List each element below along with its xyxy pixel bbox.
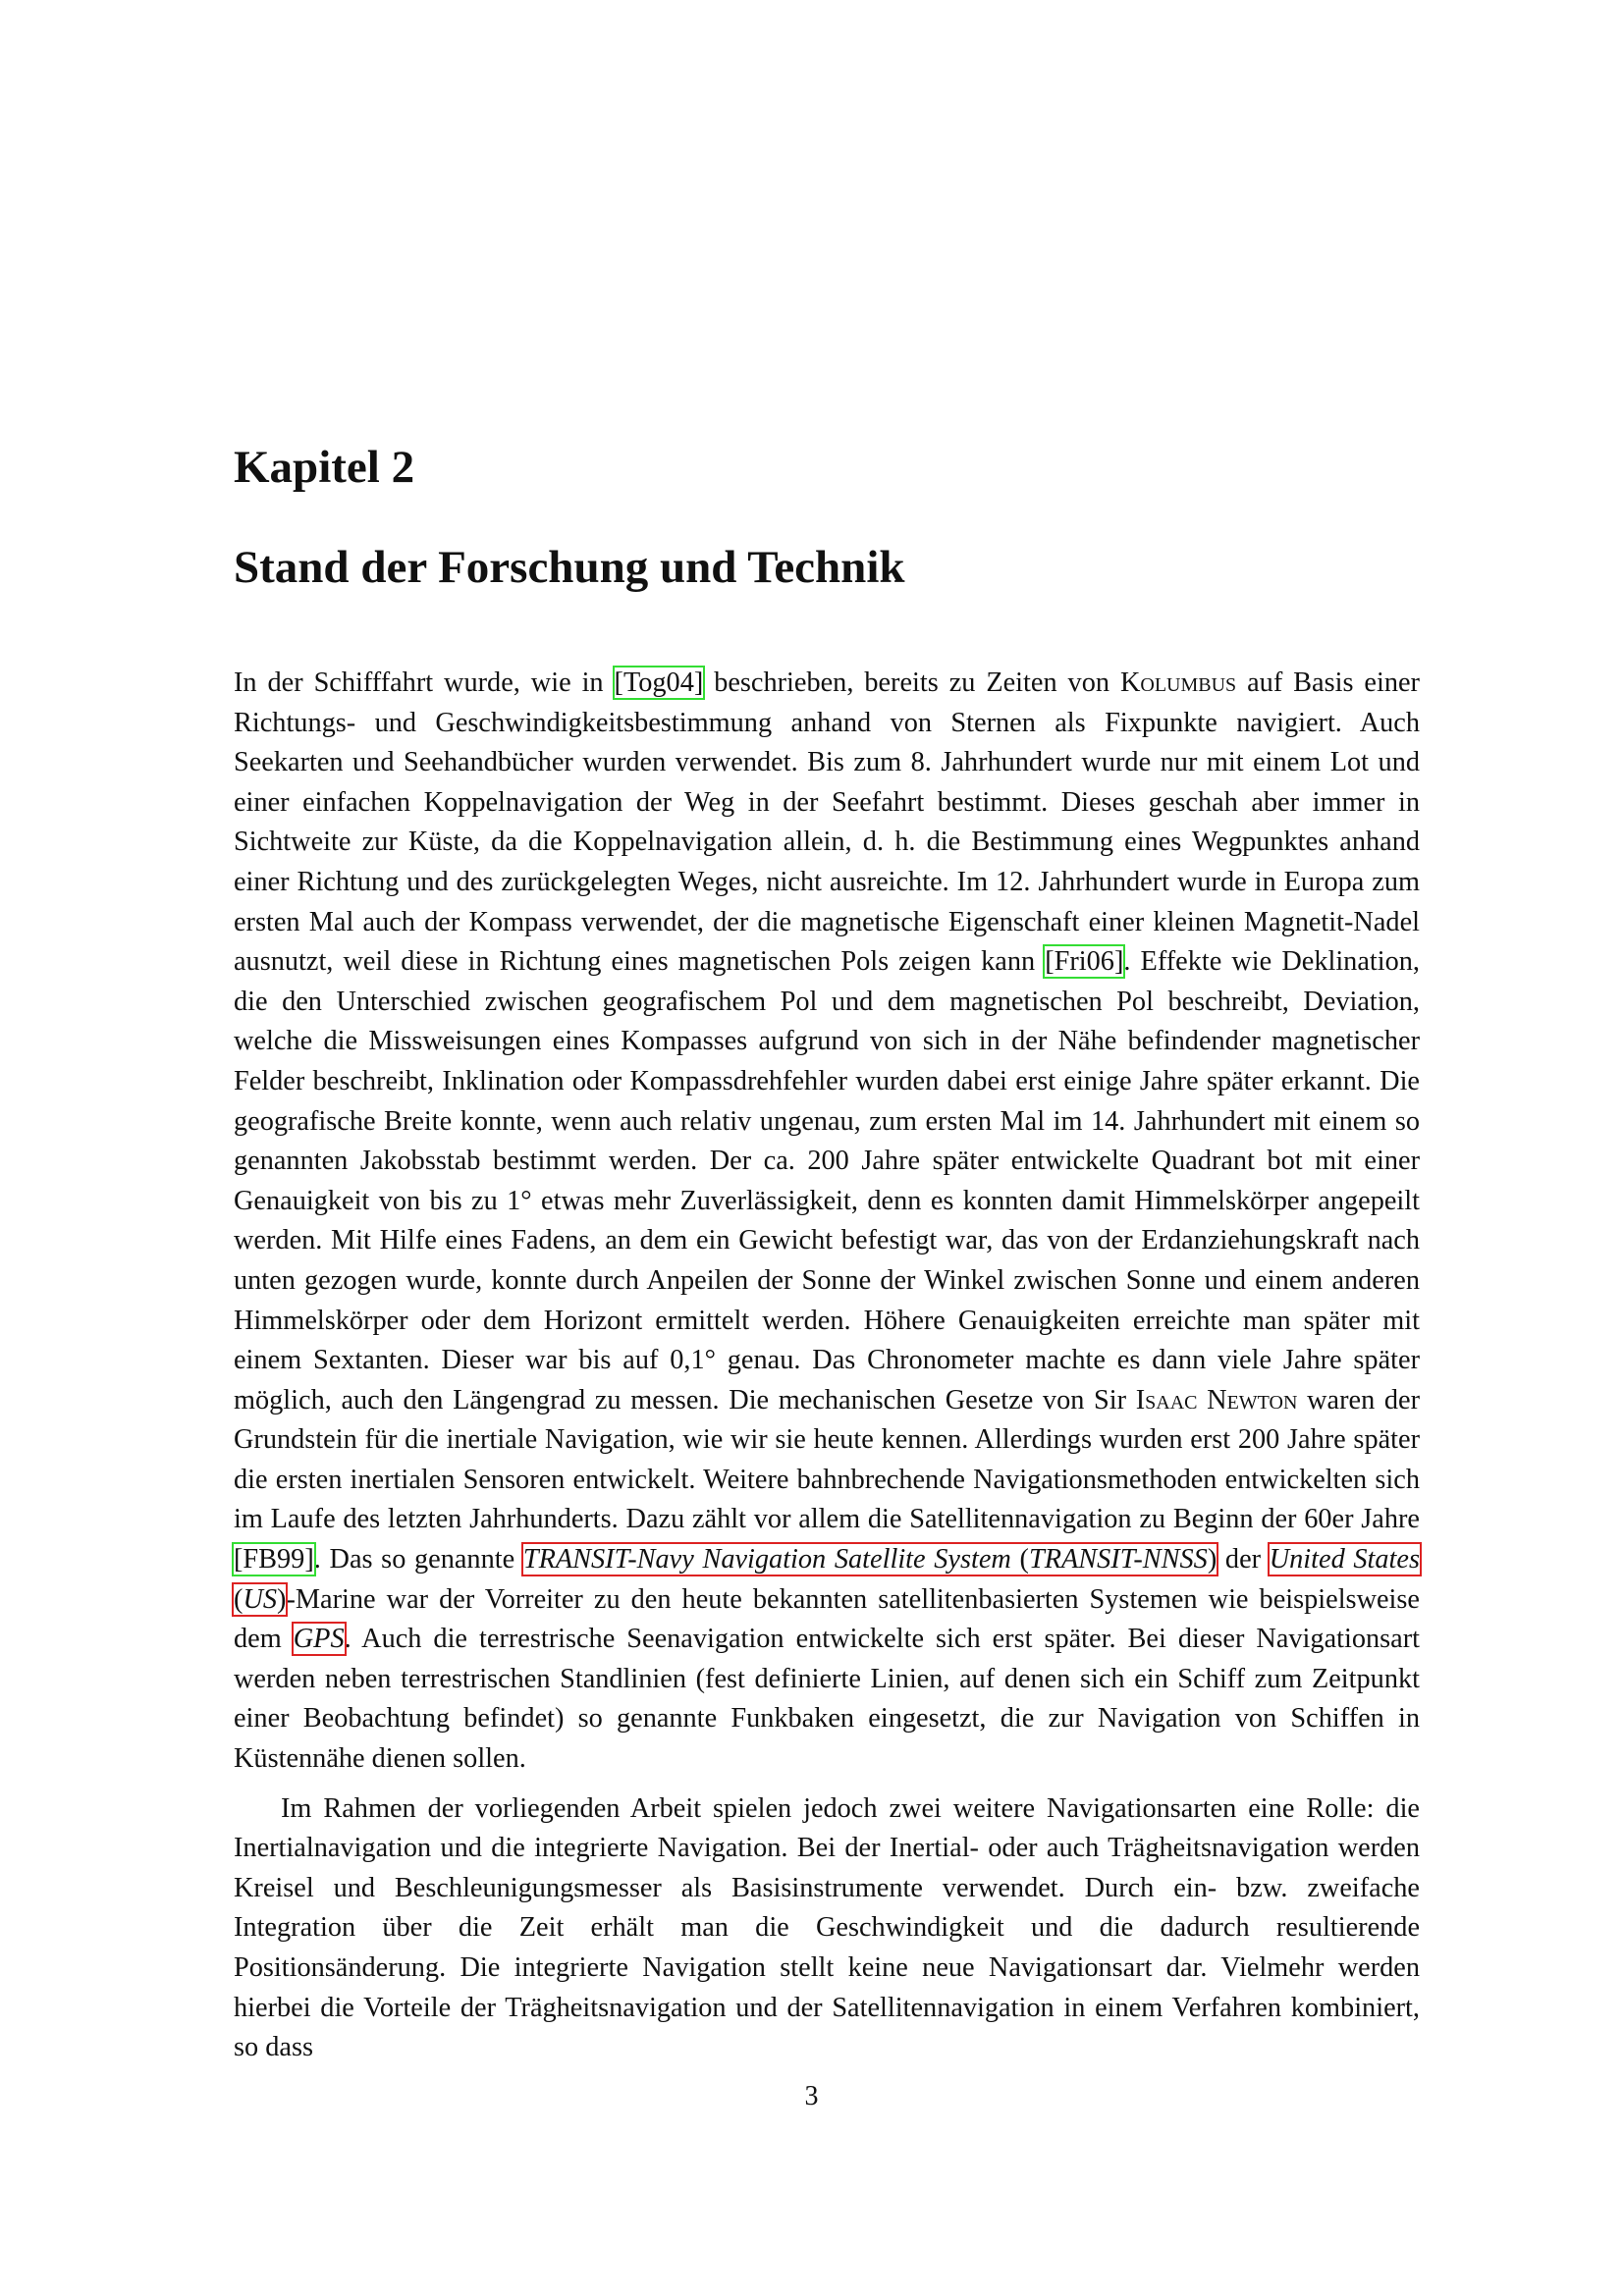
acronym-long: TRANSIT-Navy Navigation Satellite System	[522, 1544, 1011, 1575]
text-run: waren der Grundstein für die inertiale Navigation, wie wir sie heute kennen. Allerdings wurden erst 200 Jahre später die ersten inertialen Sensoren entwickelt. Weitere bahnbrechende Navigationsmethoden entwickelten sich im Laufe des letzten Jahrhunderts. Dazu zählt vor allem die Satellitennavigation zu Beginn der 60er Jahre	[234, 1384, 1421, 1535]
chapter-label: Kapitel 2	[234, 442, 415, 493]
citation-link-fb99[interactable]: [FB99]	[234, 1544, 314, 1575]
acronym-link-transit[interactable]	[523, 1544, 1217, 1575]
paragraph-1	[234, 664, 1420, 1780]
person-name-newton: Isaac Newton	[1135, 1384, 1298, 1415]
citation-link-fri06[interactable]: [Fri06]	[1045, 946, 1124, 978]
text-run: (	[1010, 1544, 1029, 1575]
acronym-link-gps[interactable]	[294, 1624, 345, 1654]
person-name-kolumbus: Kolumbus	[1119, 667, 1237, 698]
text-run: -Marine war der Vorreiter zu den heute bekannten satellitenbasierten Systemen wie beispielsweise dem	[234, 1583, 1420, 1655]
acronym-long: United States	[1269, 1544, 1420, 1575]
chapter-title: Stand der Forschung und Technik	[234, 542, 905, 593]
acronym-short: GPS	[293, 1624, 345, 1655]
paragraph-2: Im Rahmen der vorliegenden Arbeit spielen jedoch zwei weitere Navigationsarten eine Rolle: die Inertialnavigation und die integrierte Navigation. Bei der Inertial- oder auch Trägheitsnavigation werden Kreisel und Beschleunigungsmesser als Basisinstrumente verwendet. Durch ein- bzw. zweifache Integration über die Zeit erhält man die Geschwindigkeit und die dadurch resultierende Positionsänderung. Die integrierte Navigation stellt keine neue Navigationsart dar. Vielmehr werden hierbei die Vorteile der Trägheitsnavigation und der Satellitennavigation in einem Verfahren kombiniert, so dass	[234, 1792, 1420, 2063]
text-run: auf Basis einer Richtungs- und Geschwindigkeitsbestimmung anhand von Sternen als Fixpunkte navigiert. Auch Seekarten und Seehandbücher wurden verwendet. Bis zum 8. Jahrhundert wurde nur mit einem Lot und einer einfachen Koppelnavigation der Weg in der Seefahrt bestimmt. Dieses geschah aber immer in Sichtweite zur Küste, da die Koppelnavigation allein, d. h. die Bestimmung eines Wegpunktes anhand einer Richtung und des zurückgelegten Weges, nicht ausreichte. Im 12. Jahrhundert wurde in Europa zum ersten Mal auch der Kompass verwendet, der die magnetische Eigenschaft einer kleinen Magnetit-Nadel ausnutzt, weil diese in Richtung eines magnetischen Pols zeigen kann	[234, 667, 1420, 978]
text-run: In der Schifffahrt wurde, wie in	[234, 667, 615, 698]
text-run: der	[1217, 1544, 1270, 1575]
citation-link-tog04[interactable]: [Tog04]	[614, 667, 704, 698]
text-run: beschrieben, bereits zu Zeiten von	[703, 667, 1120, 698]
text-run: )	[277, 1583, 287, 1615]
acronym-short: US	[243, 1583, 278, 1615]
text-run: . Das so genannte	[313, 1544, 523, 1575]
page-number: 3	[804, 2081, 819, 2111]
text-run: . Effekte wie Deklination, die den Unterschied zwischen geografischem Pol und dem magnetischen Pol beschreibt, Deviation, welche die Missweisungen eines Kompasses aufgrund von sich in der Nähe befindender magnetischer Felder beschreibt, Inklination oder Kompassdrehfehler wurden dabei erst einige Jahre später erkannt. Die geografische Breite konnte, wenn auch relativ ungenau, zum ersten Mal im 14. Jahrhundert mit einem so genannten Jakobsstab bestimmt werden. Der ca. 200 Jahre später entwickelte Quadrant bot mit einer Genauigkeit von bis zu 1° etwas mehr Zuverlässigkeit, denn es konnten damit Himmelskörper angepeilt werden. Mit Hilfe eines Fadens, an dem ein Gewicht befestigt war, das von der Erdanziehungskraft nach unten gezogen wurde, konnte durch Anpeilen der Sonne der Winkel zwischen Sonne und einem anderen Himmelskörper oder dem Horizont ermittelt werden. Höhere Genauigkeiten erreichte man später mit einem Sextanten. Dieser war bis auf 0,1° genau. Das Chronometer machte es dann viele Jahre später möglich, auch den Längengrad zu messen. Die mechanischen Gesetze von Sir	[234, 946, 1420, 1415]
acronym-short: TRANSIT-NNSS	[1028, 1544, 1208, 1575]
body-text	[234, 664, 1420, 2068]
text-run: . Auch die terrestrische Seenavigation entwickelte sich erst später. Bei dieser Navigationsart werden neben terrestrischen Standlinien (fest definierte Linien, auf denen sich ein Schiff zum Zeitpunkt einer Beobachtung befindet) so genannte Funkbaken eingesetzt, die zur Navigation von Schiffen in Küstennähe dienen sollen.	[234, 1624, 1421, 1775]
text-run: )	[1207, 1544, 1217, 1575]
text-run: (	[234, 1583, 243, 1615]
